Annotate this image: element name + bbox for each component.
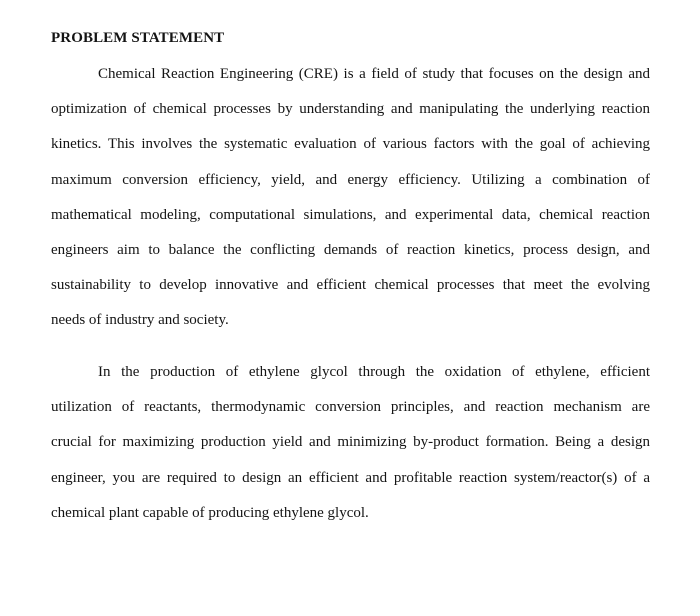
paragraph-line: chemical plant capable of producing ethylene glycol. bbox=[51, 505, 369, 521]
paragraph-line: sustainability to develop innovative and efficient chemical processes that meet the evolving bbox=[51, 277, 650, 293]
paragraph-line: maximum conversion efficiency, yield, and energy efficiency. Utilizing a combination of bbox=[51, 172, 650, 188]
section-heading: PROBLEM STATEMENT bbox=[51, 30, 225, 46]
paragraph-line: mathematical modeling, computational simulations, and experimental data, chemical reaction bbox=[51, 207, 650, 223]
paragraph-line: utilization of reactants, thermodynamic conversion principles, and reaction mechanism are bbox=[51, 399, 650, 415]
paragraph-line: In the production of ethylene glycol through the oxidation of ethylene, efficient bbox=[98, 364, 650, 380]
paragraph-line: kinetics. This involves the systematic evaluation of various factors with the goal of achieving bbox=[51, 136, 650, 152]
paragraph-line: engineers aim to balance the conflicting demands of reaction kinetics, process design, and bbox=[51, 242, 650, 258]
paragraph-line: Chemical Reaction Engineering (CRE) is a field of study that focuses on the design and bbox=[98, 66, 650, 82]
paragraph-line: engineer, you are required to design an efficient and profitable reaction system/reactor(s) of a bbox=[51, 470, 650, 486]
paragraph-line: crucial for maximizing production yield and minimizing by-product formation. Being a design bbox=[51, 434, 650, 450]
paragraph-line: needs of industry and society. bbox=[51, 312, 229, 328]
paragraph-line: optimization of chemical processes by understanding and manipulating the underlying reaction bbox=[51, 101, 650, 117]
